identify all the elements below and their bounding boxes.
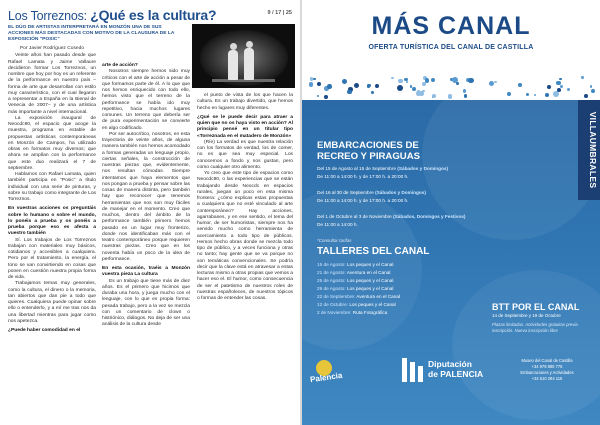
body-paragraph: Por ser autocrítico, nosotros, en esta trayectoria de veinte años, de alguna manera también nos hemos acomodado a formas generadas un lenguaje propio, ciertas señales, la construcción de nuestras piezas que, evidentemente, nos resultan cómodas. Siempre intentamos que haya elementos que nos pongan a prueba y pensar sobre las cosas de manera distinta, pero también hay que reconocer que tenemos herramientas que nos son muy fáciles de manejar en el momento. Creo que muchos, dentro del ámbito de la performance también primero hemos pasado en un lugar muy fronterizo, donde nos identificaban más con el teatro contemporáneo porque requieren nuestras piezas. Creo que en los noventa había un poco de la idea de performance. (102, 131, 190, 262)
decorative-dot (581, 76, 584, 79)
article-column-1 (8, 46, 96, 334)
workshop-date: 12 de Octubre: (317, 302, 349, 307)
schedule-line (317, 214, 567, 220)
decorative-dot (398, 79, 402, 83)
workshop-line (317, 294, 477, 300)
decorative-dot (397, 85, 403, 91)
decorative-dot (556, 81, 561, 86)
workshop-name: Aventura en el Canal (355, 294, 401, 299)
body-paragraph: Trabajamos temas muy generales, como la cultura, el dinero o la memoria, tan abiertos que dan pie a todo que quieres. Cualquiera puede opinar sobre ello o entenderlo, y a mí me tras nos da una libertad mientras para jugar como nos apetezca. (8, 281, 96, 324)
brand-title: MÁS CANAL (371, 12, 531, 40)
workshop-name: Los peques y el Canal (345, 286, 394, 291)
workshop-date: 22 de Septiembre: (317, 294, 356, 299)
decorative-dot (406, 81, 408, 83)
decorative-dot (309, 82, 313, 86)
workshop-date: 29 de Agosto: (317, 286, 346, 291)
schedule-dates: Del 1 de Octubre al 3 de Noviembre (317, 214, 392, 219)
decorative-dot (342, 79, 347, 84)
museum-phone: +34 979 880 775 (531, 364, 563, 369)
body-paragraph: (Ríe) La verdad es que nuestra relación con los formatos de verdad, los de comer, no es que sea muy especial. Los conocemos a fondo y nos gustan, pero como cualquier otro alimento. (197, 139, 293, 170)
performer-head-2 (246, 41, 253, 48)
right-page (302, 0, 600, 425)
title-question: ¿Qué es la cultura? (90, 7, 217, 23)
decorative-dot (557, 88, 561, 92)
article-column-2 (102, 60, 190, 329)
decorative-dot (463, 89, 467, 93)
decorative-dot (547, 85, 551, 89)
decorative-dot (494, 81, 497, 84)
body-paragraph: Hablamos con Rafael Lamata, quien también participa en "Posic" a título individual con una serie de pinturas, y sobre su trabajo como integrante de Los Torreznos. (8, 172, 96, 202)
schedule-days: (Sábados y Domingos) (373, 190, 426, 195)
workshop-date: 15 de Agosto: (317, 262, 346, 267)
author-byline: Por Javier Rodríguez Cosedo (19, 46, 85, 51)
talleres-title: TALLERES DEL CANAL (317, 246, 430, 257)
schedule-dates: Del 15 de Agosto al 15 de Septiembre (317, 166, 396, 171)
palencia-logo: Palencia (309, 370, 343, 385)
embarcaciones-title-line2: RECREO Y PIRAGUAS (317, 151, 421, 162)
decorative-dots (302, 76, 600, 100)
article-intro: EL DÚO DE ARTISTAS INTERPRETARÁ EN MONZÓN UNA DE SUS ACCIONES MÁS DESTACADAS CON MOTIVO DE LA CLAUSURA DE LA EXPOSICIÓN "POSIC" (8, 25, 175, 42)
decorative-dot (452, 77, 458, 83)
article-title (8, 7, 294, 23)
page-folio: 9 / 17 | 25 (267, 10, 292, 16)
decorative-dot (412, 87, 416, 91)
interview-question: ¿Puede haber comodidad en el (8, 328, 81, 333)
workshop-line (317, 262, 477, 268)
diputacion-province: de PALENCIA (428, 369, 484, 379)
decorative-dot (367, 84, 371, 88)
decorative-dot (591, 89, 595, 93)
decorative-dot (553, 91, 559, 97)
decorative-dot (422, 90, 424, 92)
contact-info (502, 358, 592, 382)
schedule-hours: De 11:00 a 14:00 h. y de 17:00 h. a 20:00 h. (317, 174, 409, 179)
embarcaciones-title (317, 140, 420, 162)
body-paragraph: Veinte años han pasado desde que Rafael Lamata y Jaime Vallaure decidieron formar Los Torreznos, un nombre que hoy por hoy es un referente de la performance en nuestro país –forma de arte que desarrollan con estilo muy característico, con el cual llegaron a representar a España en la Bienal de Venecia de 2007– y de una artística más importante a nivel internacional. (8, 53, 96, 115)
body-paragraph: Sí. Los trabajos de Los Torreznos trabajan con materiales muy básicos, cotidianos y accesibles a cualquiera. Pero por el tratamiento, la energía, el tono se van convirtiendo en cosas que ponen en cuestión nuestra propia forma de vida. (8, 237, 96, 280)
workshop-date: 2 de Noviembre: (317, 310, 352, 315)
decorative-dot (526, 93, 529, 96)
decorative-dot (534, 94, 537, 97)
workshop-line (317, 278, 477, 284)
decorative-dot (391, 77, 394, 80)
interview-question: En esta ocasión, traéis a Monzón vuestra pieza La cultura (102, 266, 190, 278)
location-tab-label: VILLAUMBRALES (588, 111, 598, 189)
decorative-dot (347, 90, 352, 95)
workshop-line (317, 302, 477, 308)
decorative-dot (559, 78, 561, 80)
footer-logos (302, 340, 600, 425)
brand-header (302, 0, 600, 100)
workshop-line (317, 286, 477, 292)
schedule-dates: Del 16 al 30 de Septiembre (317, 190, 374, 195)
tariffs-note: *Consultar tarifas (317, 238, 352, 243)
schedule-hours: De 11:00 a 14:00 h. (317, 222, 358, 227)
interview-question: ¿Qué se le puede decir para atraer a quien que no os haya visto en acción? Al principio pensé en un titular tipo «Torreznada en el matadero de Monzón» (197, 114, 293, 139)
schedule-line (317, 166, 567, 172)
decorative-dot (468, 78, 474, 84)
body-paragraph: el punto de vista de los que hacen la cultura. Es un trabajo divertido, que hemos hecho en lugares muy diferentes. (197, 93, 293, 111)
workshop-name: Los peques y el Canal (345, 278, 394, 283)
btt-info: Plazas limitadas. Actividades gratuitas previa inscripción. Nueva inscripción libre (492, 322, 578, 333)
decorative-dot (584, 94, 588, 98)
brand-subtitle: OFERTA TURÍSTICA DEL CANAL DE CASTILLA (368, 44, 534, 51)
decorative-dot (560, 85, 563, 88)
decorative-dot (567, 88, 570, 91)
workshop-name: Aventura en el Canal (345, 270, 391, 275)
performer-head-1 (230, 43, 237, 50)
decorative-dot (464, 94, 468, 98)
decorative-dot (354, 83, 359, 88)
workshop-name: Los peques y el Canal (345, 262, 394, 267)
btt-title: BTT POR EL CANAL (492, 302, 580, 312)
workshop-name: Ruta Fotográfica (351, 310, 388, 315)
decorative-dot (518, 83, 522, 87)
decorative-dot (317, 95, 320, 98)
decorative-dot (416, 91, 421, 96)
decorative-dot (507, 92, 511, 96)
performer-figure-1 (228, 50, 238, 80)
schedule-days: (Sábados y Domingos) (395, 166, 449, 171)
schedule-line (317, 174, 567, 180)
title-prefix: Los Torreznos: (8, 9, 91, 23)
schedule-hours: De 11:00 a 14:00 h. y de 17:00 h. a 20:00 h. (317, 198, 409, 203)
performance-photo (192, 24, 295, 88)
workshop-line (317, 310, 477, 316)
decorative-dot (324, 95, 328, 99)
diputacion-shield-icon (402, 358, 424, 382)
decorative-dot (425, 78, 429, 82)
decorative-dot (431, 78, 435, 82)
decorative-dot (371, 91, 374, 94)
decorative-dot (410, 85, 412, 87)
decorative-dot (448, 94, 453, 99)
activities-label: Embarcaciones y Actividades (520, 370, 574, 375)
diputacion-name: Diputación (428, 359, 472, 369)
body-paragraph: Es un trabajo que tiene más de diez años. Es el primero que hicimos que duraba una hora, y juega mucho con el lenguaje, con lo que es propia forma: pesada trabajo, pero a la vez se mezcla con un comentario de clown o histriónico, diálogos. No deja de ser una análisis de la cultura desde (102, 278, 190, 328)
interview-question: En vuestras acciones os preguntáis sobre lo humano o sobre el mundo, lo ponéis a prueba y os ponéis a prueba porque eso es afecta a vuestro también (8, 206, 96, 237)
decorative-dot (317, 82, 321, 86)
diputacion-logo-text (428, 359, 483, 379)
decorative-dot (375, 84, 379, 88)
article-column-3 (197, 93, 293, 302)
decorative-dot (327, 84, 331, 88)
decorative-dot (489, 81, 494, 86)
performer-figure-2 (244, 48, 254, 80)
schedule-line (317, 198, 567, 204)
decorative-dot (313, 78, 316, 81)
schedule-days: (Sábados, Domingos y Festivos) (391, 214, 466, 219)
schedule-line (317, 190, 567, 196)
workshop-date: 21 de Agosto: (317, 270, 346, 275)
decorative-dot (590, 85, 593, 88)
decorative-dot (545, 93, 549, 97)
schedule-line (317, 222, 567, 228)
workshop-line (317, 270, 477, 276)
body-paragraph: Nosotros siempre hemos sido muy críticos con el arte de acción a pesar de que formamos parte de él. A lo que que nos hemos enriquecido con todo ello, hemos visto que el terreno de la performance se había ido muy repetitivo, hacia muchos lugares comunes. Un terreno que debería ser de pura experimentación se convierte en algo codificado. (102, 69, 190, 131)
body-paragraph: La exposición inaugural de Neocdc90, el espacio que acoge la muestra, programa en estable de propuestas artísticas contemporáneas en Monzón de Campos, ha utilizado obras en formatos muy diversos; que ahora se amplían con la performance que este duo realizará el 7 de septiembre. (8, 115, 96, 171)
workshop-name: Los peques y el Canal (348, 302, 396, 307)
btt-dates: 14 de Septiembre y 19 de Octubre (492, 313, 561, 318)
body-paragraph: Yo creo que este tipo de espacios como Neocdc90, o las experiencias que se están trabajando desde Neocdc en espacios rurales, juegan un poco en esta misma frontera: ¿cómo explicas estas propuestas a cualquiera que no esté vinculado al arte contemporáneo? Hay acciones, agarrabanes, y en ese sentido, el tema del humor, de ser humoristas, siempre nos ha servido mucho como herramienta de acercamiento a todo tipo de públicos. Hemos hecho obras donde se mezcla todo tipo de público, y a veces funciona y otras no tanto; hay gente que se va porque no son temáticas convencionales. Se podría decir que la clave está en atravesar a estas lecturas mismo a otras propias que vemos a hacer eso el. El humor, como consecuencia de ser el patetismo de nuestros roles de nuestras españoleces, de nuestros tópicos o formas de entender las cosas. (197, 171, 293, 301)
decorative-dot (310, 77, 313, 80)
museum-name: Museo del Canal de Castilla (521, 358, 573, 363)
decorative-dot (456, 82, 459, 85)
article-header (8, 7, 294, 23)
decorative-dot (432, 94, 436, 98)
activities-phone: +34 610 294 115 (531, 376, 563, 381)
workshop-date: 25 de Agosto: (317, 278, 346, 283)
embarcaciones-title-line1: EMBARCACIONES DE (317, 140, 419, 151)
interview-question: arte de acción? (102, 63, 138, 68)
